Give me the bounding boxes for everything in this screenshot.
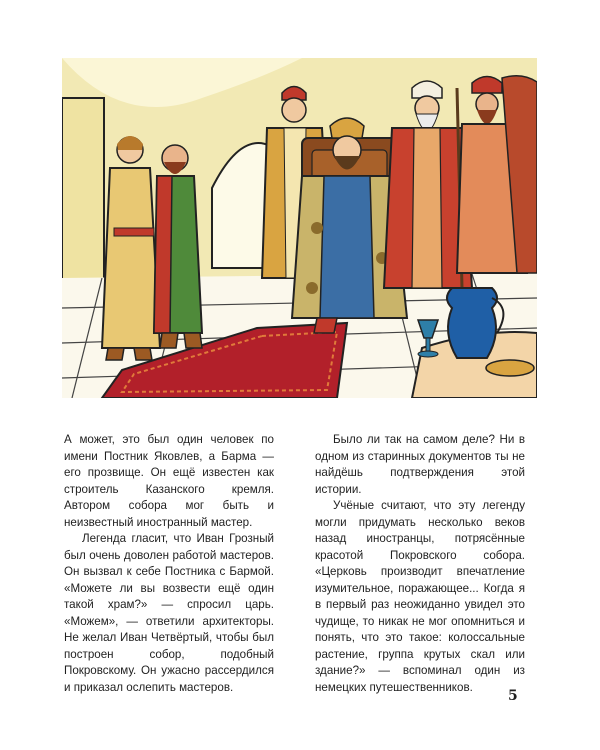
illustration [62, 58, 537, 398]
left-paragraph-2: Легенда гласит, что Иван Грозный был очень доволен работой мастеров. Он вызвал к себе Постника с Бармой. «Можете ли вы возвести ещё один такой храм?» — спросил царь. «Можем», — ответили архитекторы. Не желал Иван Четвёртый, чтобы был построен собор, подобный Покровскому. Он ужасно рассердился и приказал ослепить мастеров. [64, 532, 274, 694]
left-pillar [62, 98, 104, 288]
right-paragraph-2: Учёные считают, что эту легенду могли придумать несколько веков назад иностранцы, потрясённые красотой Покровского собора. «Церковь производит впечатление изумительное, поражающее... Когда я в первый раз неожиданно увидел это чудище, то никак не мог опомниться и понять, что это такое: колоссальные растение, группа крутых скал или здание?» — вспоминал один из немецких путешественников. [315, 499, 525, 694]
platter [486, 360, 534, 376]
right-paragraph-1: Было ли так на самом деле? Ни в одном из старинных документов ты не найдёшь подтверждения этой истории. [315, 433, 525, 496]
page-number: 5 [508, 688, 518, 704]
right-column [315, 432, 525, 696]
architect-2 [154, 145, 202, 348]
left-column [64, 432, 274, 696]
left-paragraph-1: А может, это был один человек по имени Постник Яковлев, а Барма — его прозвище. Он ещё известен как строитель Казанского кремля. Автором собора мог быть и неизвестный иностранный мастер. [64, 433, 274, 529]
illustration-svg [62, 58, 537, 398]
